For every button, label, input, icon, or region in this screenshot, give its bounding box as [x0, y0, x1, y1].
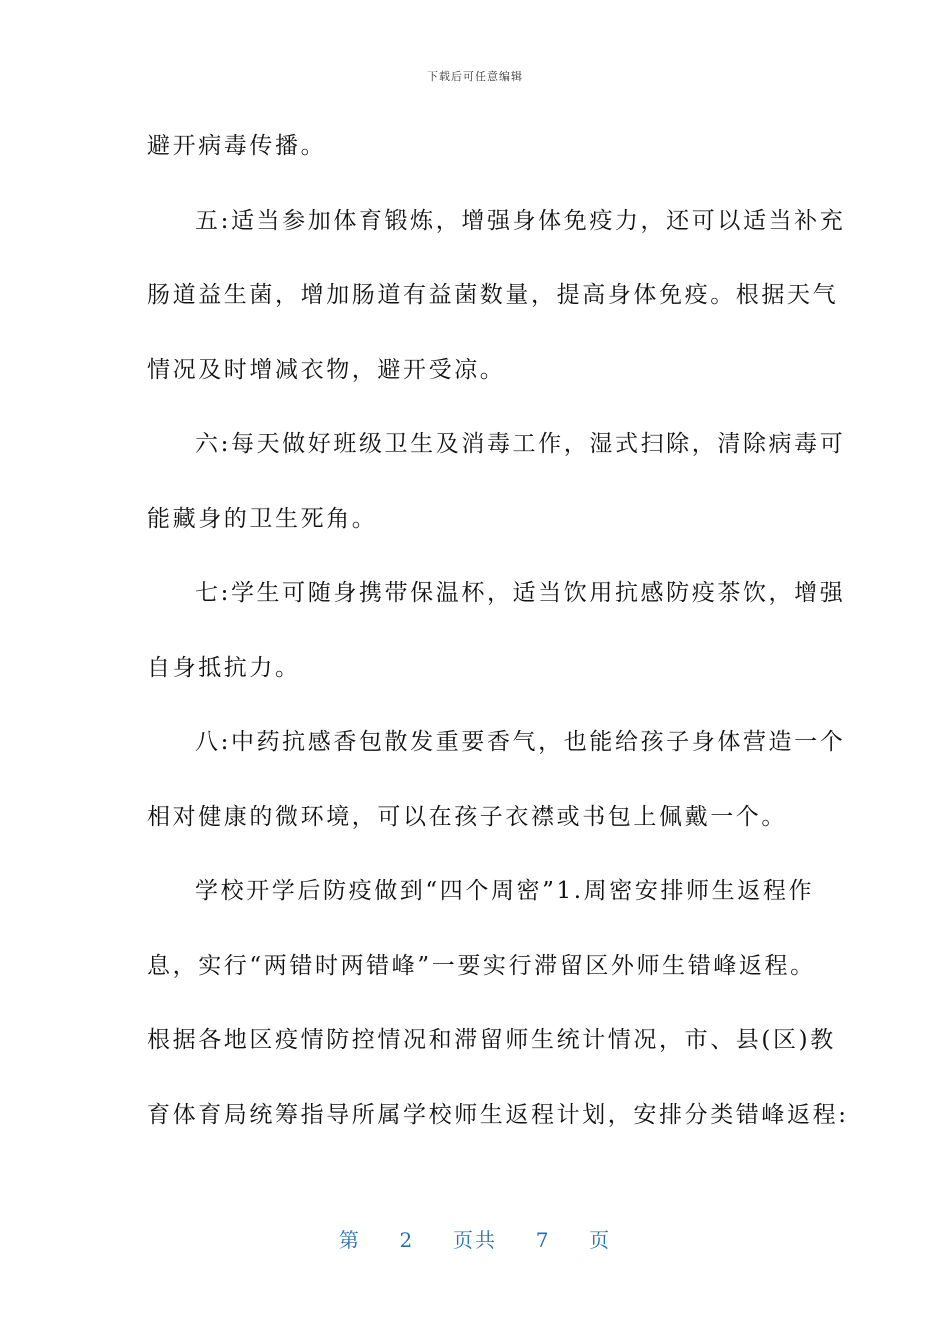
- body-text: [147, 124, 849, 1167]
- text-line: 息，实行“两错时两错峰”一要实行滞留区外师生错峰返程。: [147, 952, 816, 979]
- text-line: 相对健康的微环境，可以在孩子衣襟或书包上佩戴一个。: [147, 803, 787, 830]
- text-line: 学校开学后防疫做到“四个周密”1.周密安排师生返程作: [195, 878, 815, 904]
- text-line: 六:每天做好班级卫生及消毒工作，湿式扫除，清除病毒可: [195, 431, 846, 457]
- footer-suffix: 页: [589, 1228, 612, 1252]
- page-footer: [0, 1224, 950, 1253]
- text-line: 根据各地区疫情防控情况和滞留师生统计情况，市、县(区)教: [147, 1027, 836, 1053]
- page-header: 下载后可任意编辑: [427, 70, 523, 83]
- footer-total-pages: 7: [535, 1228, 551, 1252]
- footer-middle: 页共: [453, 1228, 497, 1252]
- text-line: 能藏身的卫生死角。: [147, 505, 378, 532]
- text-line: 肠道益生菌，增加肠道有益菌数量，提高身体免疫。根据天气: [147, 282, 839, 308]
- text-line: 育体育局统筹指导所属学校师生返程计划，安排分类错峰返程:: [147, 1101, 849, 1128]
- footer-prefix: 第: [338, 1228, 361, 1252]
- text-line: 情况及时增减衣物，避开受凉。: [147, 356, 506, 383]
- text-line: 避开病毒传播。: [147, 133, 327, 159]
- text-line: 五:适当参加体育锻炼，增强身体免疫力，还可以适当补充: [195, 207, 846, 234]
- footer-page-number: 2: [399, 1228, 415, 1252]
- text-line: 自身抵抗力。: [147, 654, 301, 681]
- text-line: 八:中药抗感香包散发重要香气，也能给孩子身体营造一个: [195, 729, 846, 755]
- text-line: 七:学生可随身携带保温杯，适当饮用抗感防疫茶饮，增强: [195, 580, 846, 606]
